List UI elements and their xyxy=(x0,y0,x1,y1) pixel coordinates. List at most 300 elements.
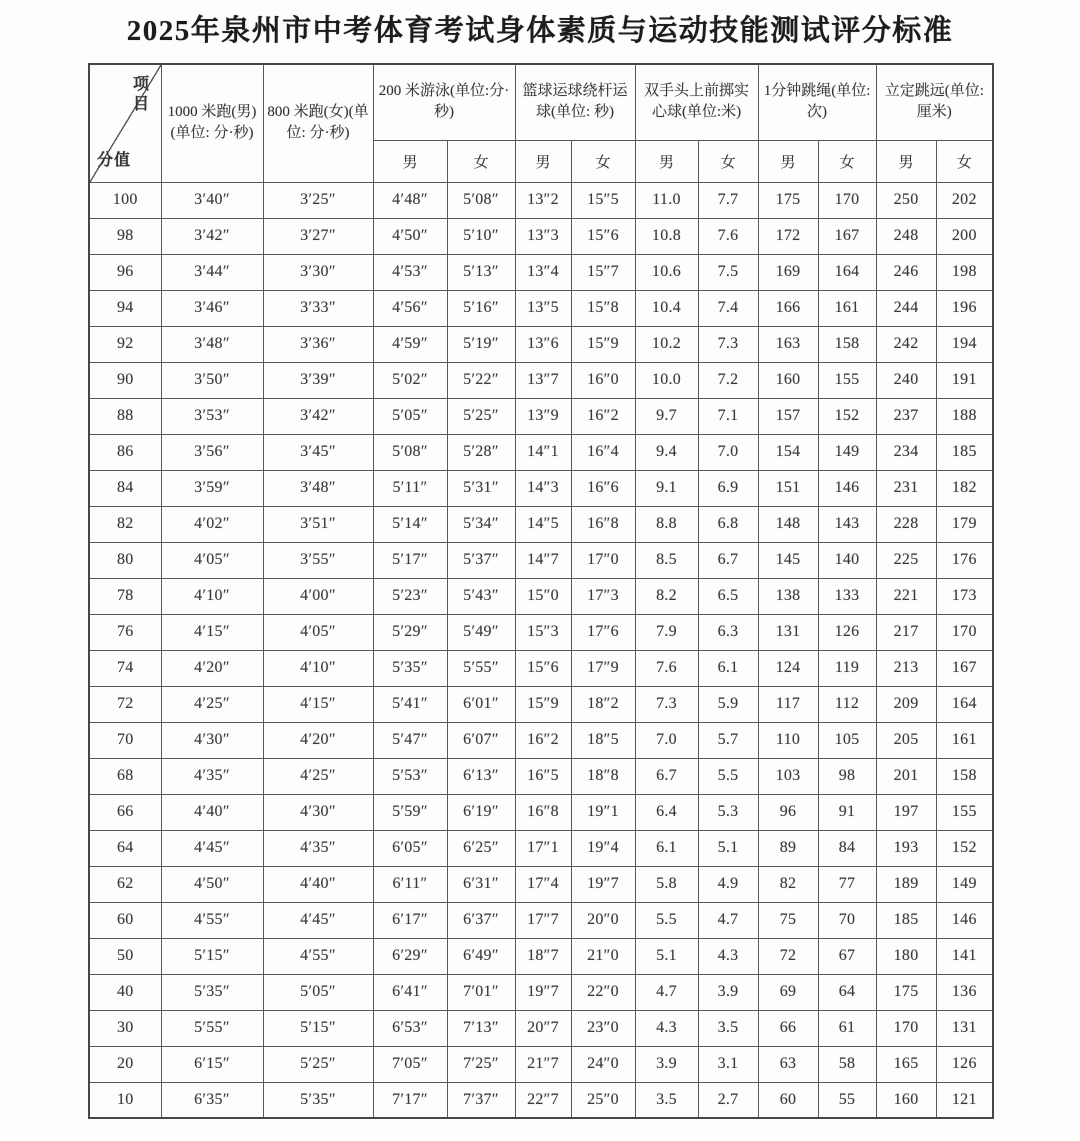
value-cell: 70 xyxy=(818,902,876,938)
value-cell: 91 xyxy=(818,794,876,830)
value-cell: 3′42″ xyxy=(263,398,373,434)
value-cell: 161 xyxy=(818,290,876,326)
value-cell: 5.9 xyxy=(698,686,758,722)
value-cell: 3′55″ xyxy=(263,542,373,578)
value-cell: 6′29″ xyxy=(373,938,447,974)
value-cell: 15″6 xyxy=(515,650,571,686)
value-cell: 158 xyxy=(818,326,876,362)
sub-header-medicine-ball-throw-female: 女 xyxy=(698,140,758,182)
value-cell: 7′25″ xyxy=(447,1046,515,1082)
value-cell: 221 xyxy=(876,578,936,614)
table-row xyxy=(89,470,993,506)
value-cell: 240 xyxy=(876,362,936,398)
score-cell: 74 xyxy=(89,650,161,686)
value-cell: 173 xyxy=(936,578,993,614)
value-cell: 170 xyxy=(818,182,876,218)
value-cell: 4′25″ xyxy=(161,686,263,722)
value-cell: 3.5 xyxy=(698,1010,758,1046)
value-cell: 237 xyxy=(876,398,936,434)
value-cell: 61 xyxy=(818,1010,876,1046)
value-cell: 6.3 xyxy=(698,614,758,650)
value-cell: 248 xyxy=(876,218,936,254)
value-cell: 155 xyxy=(936,794,993,830)
value-cell: 4.7 xyxy=(635,974,698,1010)
score-cell: 86 xyxy=(89,434,161,470)
value-cell: 117 xyxy=(758,686,818,722)
score-cell: 66 xyxy=(89,794,161,830)
table-row xyxy=(89,182,993,218)
value-cell: 6.9 xyxy=(698,470,758,506)
value-cell: 15″0 xyxy=(515,578,571,614)
value-cell: 7.7 xyxy=(698,182,758,218)
value-cell: 126 xyxy=(936,1046,993,1082)
value-cell: 6.8 xyxy=(698,506,758,542)
value-cell: 3.1 xyxy=(698,1046,758,1082)
value-cell: 5′43″ xyxy=(447,578,515,614)
table-row xyxy=(89,722,993,758)
value-cell: 17″9 xyxy=(571,650,635,686)
value-cell: 182 xyxy=(936,470,993,506)
value-cell: 15″7 xyxy=(571,254,635,290)
value-cell: 3′33″ xyxy=(263,290,373,326)
value-cell: 110 xyxy=(758,722,818,758)
value-cell: 175 xyxy=(876,974,936,1010)
value-cell: 6.1 xyxy=(698,650,758,686)
value-cell: 3′56″ xyxy=(161,434,263,470)
table-row xyxy=(89,866,993,902)
value-cell: 185 xyxy=(876,902,936,938)
value-cell: 161 xyxy=(936,722,993,758)
value-cell: 188 xyxy=(936,398,993,434)
header-row-groups xyxy=(89,64,993,140)
value-cell: 67 xyxy=(818,938,876,974)
value-cell: 4′45″ xyxy=(161,830,263,866)
value-cell: 4.3 xyxy=(635,1010,698,1046)
value-cell: 6.1 xyxy=(635,830,698,866)
sub-header-standing-long-jump-female: 女 xyxy=(936,140,993,182)
value-cell: 20″7 xyxy=(515,1010,571,1046)
value-cell: 16″8 xyxy=(571,506,635,542)
value-cell: 23″0 xyxy=(571,1010,635,1046)
score-cell: 50 xyxy=(89,938,161,974)
value-cell: 6′25″ xyxy=(447,830,515,866)
value-cell: 5′35″ xyxy=(373,650,447,686)
value-cell: 3′39″ xyxy=(263,362,373,398)
value-cell: 209 xyxy=(876,686,936,722)
value-cell: 160 xyxy=(758,362,818,398)
value-cell: 4′25″ xyxy=(263,758,373,794)
value-cell: 6′05″ xyxy=(373,830,447,866)
value-cell: 6′15″ xyxy=(161,1046,263,1082)
value-cell: 7.6 xyxy=(635,650,698,686)
value-cell: 3′30″ xyxy=(263,254,373,290)
value-cell: 10.2 xyxy=(635,326,698,362)
table-row xyxy=(89,254,993,290)
value-cell: 4′00″ xyxy=(263,578,373,614)
value-cell: 133 xyxy=(818,578,876,614)
value-cell: 103 xyxy=(758,758,818,794)
value-cell: 21″7 xyxy=(515,1046,571,1082)
value-cell: 4′55″ xyxy=(161,902,263,938)
sub-header-standing-long-jump-male: 男 xyxy=(876,140,936,182)
page-title: 2025年泉州市中考体育考试身体素质与运动技能测试评分标准 xyxy=(126,15,954,47)
value-cell: 4′02″ xyxy=(161,506,263,542)
value-cell: 124 xyxy=(758,650,818,686)
score-cell: 70 xyxy=(89,722,161,758)
value-cell: 13″7 xyxy=(515,362,571,398)
value-cell: 4′15″ xyxy=(161,614,263,650)
sub-header-rope-skipping-1min-male: 男 xyxy=(758,140,818,182)
value-cell: 196 xyxy=(936,290,993,326)
value-cell: 231 xyxy=(876,470,936,506)
table-row xyxy=(89,578,993,614)
value-cell: 6.7 xyxy=(698,542,758,578)
value-cell: 7.0 xyxy=(698,434,758,470)
value-cell: 200 xyxy=(936,218,993,254)
value-cell: 4′40″ xyxy=(161,794,263,830)
value-cell: 69 xyxy=(758,974,818,1010)
value-cell: 6′37″ xyxy=(447,902,515,938)
table-row xyxy=(89,1046,993,1082)
value-cell: 112 xyxy=(818,686,876,722)
value-cell: 6′11″ xyxy=(373,866,447,902)
score-cell: 68 xyxy=(89,758,161,794)
score-cell: 84 xyxy=(89,470,161,506)
value-cell: 163 xyxy=(758,326,818,362)
value-cell: 234 xyxy=(876,434,936,470)
value-cell: 96 xyxy=(758,794,818,830)
value-cell: 136 xyxy=(936,974,993,1010)
value-cell: 6′19″ xyxy=(447,794,515,830)
value-cell: 4′15″ xyxy=(263,686,373,722)
value-cell: 82 xyxy=(758,866,818,902)
value-cell: 7.0 xyxy=(635,722,698,758)
value-cell: 4′40″ xyxy=(263,866,373,902)
value-cell: 167 xyxy=(818,218,876,254)
value-cell: 3.5 xyxy=(635,1082,698,1118)
value-cell: 14″3 xyxy=(515,470,571,506)
value-cell: 193 xyxy=(876,830,936,866)
value-cell: 225 xyxy=(876,542,936,578)
value-cell: 7.2 xyxy=(698,362,758,398)
score-cell: 40 xyxy=(89,974,161,1010)
value-cell: 10.6 xyxy=(635,254,698,290)
sub-header-swim-200m-female: 女 xyxy=(447,140,515,182)
value-cell: 64 xyxy=(818,974,876,1010)
value-cell: 3′27″ xyxy=(263,218,373,254)
value-cell: 5′29″ xyxy=(373,614,447,650)
score-cell: 20 xyxy=(89,1046,161,1082)
value-cell: 5.1 xyxy=(698,830,758,866)
value-cell: 66 xyxy=(758,1010,818,1046)
value-cell: 7.1 xyxy=(698,398,758,434)
value-cell: 3′42″ xyxy=(161,218,263,254)
score-cell: 72 xyxy=(89,686,161,722)
value-cell: 119 xyxy=(818,650,876,686)
value-cell: 15″5 xyxy=(571,182,635,218)
value-cell: 121 xyxy=(936,1082,993,1118)
score-cell: 88 xyxy=(89,398,161,434)
value-cell: 146 xyxy=(936,902,993,938)
value-cell: 4.3 xyxy=(698,938,758,974)
value-cell: 6′49″ xyxy=(447,938,515,974)
table-row xyxy=(89,506,993,542)
table-row xyxy=(89,938,993,974)
value-cell: 13″5 xyxy=(515,290,571,326)
value-cell: 9.4 xyxy=(635,434,698,470)
value-cell: 7′37″ xyxy=(447,1082,515,1118)
value-cell: 5′10″ xyxy=(447,218,515,254)
value-cell: 98 xyxy=(818,758,876,794)
table-header xyxy=(89,64,993,182)
sub-header-medicine-ball-throw-male: 男 xyxy=(635,140,698,182)
value-cell: 5′15″ xyxy=(161,938,263,974)
value-cell: 4′10″ xyxy=(263,650,373,686)
value-cell: 3′46″ xyxy=(161,290,263,326)
value-cell: 5′22″ xyxy=(447,362,515,398)
value-cell: 19″1 xyxy=(571,794,635,830)
value-cell: 7′05″ xyxy=(373,1046,447,1082)
value-cell: 6′35″ xyxy=(161,1082,263,1118)
value-cell: 24″0 xyxy=(571,1046,635,1082)
value-cell: 3′53″ xyxy=(161,398,263,434)
value-cell: 198 xyxy=(936,254,993,290)
value-cell: 6.7 xyxy=(635,758,698,794)
value-cell: 8.2 xyxy=(635,578,698,614)
value-cell: 3′50″ xyxy=(161,362,263,398)
value-cell: 10.4 xyxy=(635,290,698,326)
value-cell: 15″8 xyxy=(571,290,635,326)
value-cell: 10.8 xyxy=(635,218,698,254)
value-cell: 197 xyxy=(876,794,936,830)
value-cell: 17″6 xyxy=(571,614,635,650)
value-cell: 13″6 xyxy=(515,326,571,362)
value-cell: 4′05″ xyxy=(161,542,263,578)
value-cell: 148 xyxy=(758,506,818,542)
value-cell: 13″9 xyxy=(515,398,571,434)
value-cell: 4′05″ xyxy=(263,614,373,650)
value-cell: 146 xyxy=(818,470,876,506)
value-cell: 58 xyxy=(818,1046,876,1082)
value-cell: 7′01″ xyxy=(447,974,515,1010)
value-cell: 6′41″ xyxy=(373,974,447,1010)
value-cell: 15″9 xyxy=(515,686,571,722)
sub-header-basketball-dribble-female: 女 xyxy=(571,140,635,182)
value-cell: 149 xyxy=(818,434,876,470)
value-cell: 17″7 xyxy=(515,902,571,938)
sub-header-swim-200m-male: 男 xyxy=(373,140,447,182)
value-cell: 8.5 xyxy=(635,542,698,578)
value-cell: 176 xyxy=(936,542,993,578)
value-cell: 4′50″ xyxy=(373,218,447,254)
value-cell: 191 xyxy=(936,362,993,398)
value-cell: 14″1 xyxy=(515,434,571,470)
value-cell: 5′05″ xyxy=(373,398,447,434)
value-cell: 7′17″ xyxy=(373,1082,447,1118)
value-cell: 16″0 xyxy=(571,362,635,398)
value-cell: 244 xyxy=(876,290,936,326)
value-cell: 4′50″ xyxy=(161,866,263,902)
score-cell: 100 xyxy=(89,182,161,218)
value-cell: 14″5 xyxy=(515,506,571,542)
value-cell: 185 xyxy=(936,434,993,470)
value-cell: 4′30″ xyxy=(161,722,263,758)
table-row xyxy=(89,794,993,830)
value-cell: 75 xyxy=(758,902,818,938)
value-cell: 4.9 xyxy=(698,866,758,902)
corner-cell xyxy=(89,64,161,182)
value-cell: 6′13″ xyxy=(447,758,515,794)
value-cell: 5′35″ xyxy=(161,974,263,1010)
value-cell: 172 xyxy=(758,218,818,254)
value-cell: 5′13″ xyxy=(447,254,515,290)
score-cell: 78 xyxy=(89,578,161,614)
value-cell: 170 xyxy=(936,614,993,650)
value-cell: 152 xyxy=(818,398,876,434)
value-cell: 5′08″ xyxy=(447,182,515,218)
value-cell: 9.1 xyxy=(635,470,698,506)
value-cell: 3′45″ xyxy=(263,434,373,470)
value-cell: 4′35″ xyxy=(161,758,263,794)
table-row xyxy=(89,362,993,398)
value-cell: 19″7 xyxy=(515,974,571,1010)
value-cell: 157 xyxy=(758,398,818,434)
corner-label-item: 项目 xyxy=(130,75,148,115)
value-cell: 6′17″ xyxy=(373,902,447,938)
value-cell: 154 xyxy=(758,434,818,470)
value-cell: 16″5 xyxy=(515,758,571,794)
value-cell: 3′48″ xyxy=(263,470,373,506)
value-cell: 194 xyxy=(936,326,993,362)
score-cell: 80 xyxy=(89,542,161,578)
table-row xyxy=(89,974,993,1010)
value-cell: 164 xyxy=(936,686,993,722)
value-cell: 158 xyxy=(936,758,993,794)
value-cell: 6′31″ xyxy=(447,866,515,902)
value-cell: 166 xyxy=(758,290,818,326)
value-cell: 7.3 xyxy=(698,326,758,362)
value-cell: 5.5 xyxy=(698,758,758,794)
value-cell: 213 xyxy=(876,650,936,686)
value-cell: 5′31″ xyxy=(447,470,515,506)
scoring-table xyxy=(88,63,994,1119)
table-row xyxy=(89,758,993,794)
value-cell: 165 xyxy=(876,1046,936,1082)
value-cell: 5.7 xyxy=(698,722,758,758)
value-cell: 4′20″ xyxy=(263,722,373,758)
value-cell: 20″0 xyxy=(571,902,635,938)
value-cell: 89 xyxy=(758,830,818,866)
value-cell: 242 xyxy=(876,326,936,362)
value-cell: 25″0 xyxy=(571,1082,635,1118)
value-cell: 5′47″ xyxy=(373,722,447,758)
value-cell: 13″2 xyxy=(515,182,571,218)
value-cell: 17″4 xyxy=(515,866,571,902)
value-cell: 126 xyxy=(818,614,876,650)
value-cell: 6′07″ xyxy=(447,722,515,758)
table-row xyxy=(89,434,993,470)
table-row xyxy=(89,326,993,362)
value-cell: 5′15″ xyxy=(263,1010,373,1046)
value-cell: 5′55″ xyxy=(161,1010,263,1046)
value-cell: 16″2 xyxy=(571,398,635,434)
value-cell: 17″0 xyxy=(571,542,635,578)
value-cell: 7.3 xyxy=(635,686,698,722)
value-cell: 15″9 xyxy=(571,326,635,362)
score-cell: 10 xyxy=(89,1082,161,1118)
value-cell: 6.5 xyxy=(698,578,758,614)
table-row xyxy=(89,218,993,254)
value-cell: 3.9 xyxy=(635,1046,698,1082)
value-cell: 9.7 xyxy=(635,398,698,434)
value-cell: 5′25″ xyxy=(263,1046,373,1082)
value-cell: 72 xyxy=(758,938,818,974)
value-cell: 141 xyxy=(936,938,993,974)
value-cell: 180 xyxy=(876,938,936,974)
table-body xyxy=(89,182,993,1118)
table-row xyxy=(89,398,993,434)
value-cell: 6.4 xyxy=(635,794,698,830)
value-cell: 84 xyxy=(818,830,876,866)
value-cell: 13″3 xyxy=(515,218,571,254)
value-cell: 22″0 xyxy=(571,974,635,1010)
column-header-swim-200m: 200 米游泳(单位:分·秒) xyxy=(373,64,515,140)
value-cell: 202 xyxy=(936,182,993,218)
score-cell: 64 xyxy=(89,830,161,866)
sub-header-basketball-dribble-male: 男 xyxy=(515,140,571,182)
value-cell: 18″7 xyxy=(515,938,571,974)
score-cell: 90 xyxy=(89,362,161,398)
table-row xyxy=(89,614,993,650)
value-cell: 4.7 xyxy=(698,902,758,938)
table-row xyxy=(89,542,993,578)
value-cell: 5′17″ xyxy=(373,542,447,578)
value-cell: 19″4 xyxy=(571,830,635,866)
value-cell: 4′35″ xyxy=(263,830,373,866)
table-row xyxy=(89,1082,993,1118)
column-header-basketball-dribble: 篮球运球绕杆运球(单位: 秒) xyxy=(515,64,635,140)
value-cell: 3′36″ xyxy=(263,326,373,362)
score-cell: 98 xyxy=(89,218,161,254)
column-header-run-1000m-male: 1000 米跑(男)(单位: 分·秒) xyxy=(161,64,263,182)
value-cell: 5′02″ xyxy=(373,362,447,398)
value-cell: 7.6 xyxy=(698,218,758,254)
value-cell: 169 xyxy=(758,254,818,290)
value-cell: 14″7 xyxy=(515,542,571,578)
value-cell: 5′59″ xyxy=(373,794,447,830)
value-cell: 217 xyxy=(876,614,936,650)
value-cell: 155 xyxy=(818,362,876,398)
score-cell: 82 xyxy=(89,506,161,542)
table-row xyxy=(89,290,993,326)
value-cell: 3′44″ xyxy=(161,254,263,290)
column-header-run-800m-female: 800 米跑(女)(单位: 分·秒) xyxy=(263,64,373,182)
value-cell: 77 xyxy=(818,866,876,902)
value-cell: 3′48″ xyxy=(161,326,263,362)
value-cell: 8.8 xyxy=(635,506,698,542)
value-cell: 250 xyxy=(876,182,936,218)
value-cell: 175 xyxy=(758,182,818,218)
value-cell: 5′19″ xyxy=(447,326,515,362)
value-cell: 4′45″ xyxy=(263,902,373,938)
value-cell: 5.5 xyxy=(635,902,698,938)
table-row xyxy=(89,902,993,938)
value-cell: 3′40″ xyxy=(161,182,263,218)
value-cell: 15″3 xyxy=(515,614,571,650)
value-cell: 179 xyxy=(936,506,993,542)
column-header-standing-long-jump: 立定跳远(单位: 厘米) xyxy=(876,64,993,140)
value-cell: 105 xyxy=(818,722,876,758)
